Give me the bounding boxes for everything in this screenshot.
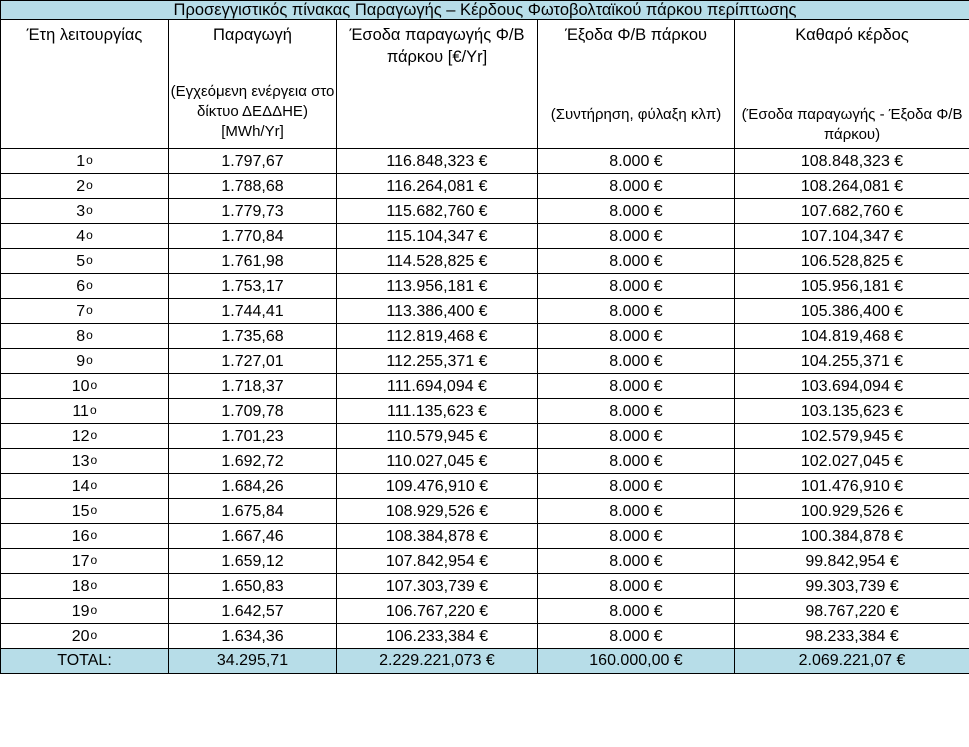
year-cell bbox=[1, 399, 169, 424]
expenses-cell: 8.000 € bbox=[538, 149, 735, 174]
table-title: Προσεγγιστικός πίνακας Παραγωγής – Κέρδους Φωτοβολταϊκού πάρκου περίπτωσης bbox=[1, 1, 969, 20]
revenue-cell: 107.303,739 € bbox=[337, 574, 538, 599]
revenue-cell: 108.929,526 € bbox=[337, 499, 538, 524]
expenses-cell: 8.000 € bbox=[538, 374, 735, 399]
table-row bbox=[1, 174, 969, 199]
year-cell bbox=[1, 199, 169, 224]
profit-cell: 104.819,468 € bbox=[735, 324, 969, 349]
profit-cell: 100.929,526 € bbox=[735, 499, 969, 524]
revenue-cell: 106.767,220 € bbox=[337, 599, 538, 624]
year-cell bbox=[1, 274, 169, 299]
header-row bbox=[1, 20, 969, 149]
ordinal-mark: ο bbox=[86, 303, 93, 317]
total-expenses: 160.000,00 € bbox=[538, 649, 735, 674]
year-cell bbox=[1, 424, 169, 449]
year-number: 13 bbox=[71, 453, 90, 470]
production-cell: 1.779,73 bbox=[169, 199, 337, 224]
table-row bbox=[1, 624, 969, 649]
revenue-cell: 110.027,045 € bbox=[337, 449, 538, 474]
profit-cell: 108.264,081 € bbox=[735, 174, 969, 199]
year-number: 18 bbox=[71, 578, 90, 595]
ordinal-mark: ο bbox=[90, 378, 98, 392]
revenue-cell: 116.848,323 € bbox=[337, 149, 538, 174]
header-revenue-label: Έσοδα παραγωγής Φ/Β πάρκου [€/Yr] bbox=[349, 26, 525, 66]
year-cell bbox=[1, 374, 169, 399]
header-production-label: Παραγωγή bbox=[213, 26, 292, 44]
production-cell: 1.650,83 bbox=[169, 574, 337, 599]
expenses-cell: 8.000 € bbox=[538, 224, 735, 249]
ordinal-mark: ο bbox=[86, 153, 93, 167]
expenses-cell: 8.000 € bbox=[538, 299, 735, 324]
table-row bbox=[1, 474, 969, 499]
revenue-cell: 110.579,945 € bbox=[337, 424, 538, 449]
profit-cell: 107.682,760 € bbox=[735, 199, 969, 224]
revenue-cell: 109.476,910 € bbox=[337, 474, 538, 499]
ordinal-mark: ο bbox=[90, 428, 98, 442]
revenue-cell: 113.386,400 € bbox=[337, 299, 538, 324]
header-production-sub: (Εγχεόμενη ενέργεια στο δίκτυο ΔΕΔΔΗΕ) [MWh/Yr] bbox=[170, 83, 335, 140]
production-cell: 1.753,17 bbox=[169, 274, 337, 299]
table-row bbox=[1, 274, 969, 299]
year-cell bbox=[1, 149, 169, 174]
year-number: 6 bbox=[76, 278, 86, 295]
year-cell bbox=[1, 324, 169, 349]
profit-cell: 102.027,045 € bbox=[735, 449, 969, 474]
total-profit: 2.069.221,07 € bbox=[735, 649, 969, 674]
year-cell bbox=[1, 249, 169, 274]
ordinal-mark: ο bbox=[86, 253, 93, 267]
production-cell: 1.684,26 bbox=[169, 474, 337, 499]
production-cell: 1.675,84 bbox=[169, 499, 337, 524]
revenue-cell: 111.694,094 € bbox=[337, 374, 538, 399]
year-number: 8 bbox=[76, 328, 86, 345]
ordinal-mark: ο bbox=[86, 228, 93, 242]
profit-cell: 100.384,878 € bbox=[735, 524, 969, 549]
ordinal-mark: ο bbox=[90, 503, 98, 517]
revenue-cell: 106.233,384 € bbox=[337, 624, 538, 649]
year-cell bbox=[1, 224, 169, 249]
expenses-cell: 8.000 € bbox=[538, 599, 735, 624]
table-row bbox=[1, 374, 969, 399]
year-number: 19 bbox=[71, 603, 90, 620]
production-cell: 1.761,98 bbox=[169, 249, 337, 274]
total-row bbox=[1, 649, 969, 674]
table-row bbox=[1, 224, 969, 249]
header-production bbox=[169, 20, 337, 149]
table-row bbox=[1, 249, 969, 274]
table-row bbox=[1, 574, 969, 599]
profit-cell: 107.104,347 € bbox=[735, 224, 969, 249]
table-row bbox=[1, 349, 969, 374]
year-cell bbox=[1, 349, 169, 374]
ordinal-mark: ο bbox=[90, 578, 98, 592]
revenue-cell: 111.135,623 € bbox=[337, 399, 538, 424]
table-row bbox=[1, 424, 969, 449]
production-cell: 1.667,46 bbox=[169, 524, 337, 549]
expenses-cell: 8.000 € bbox=[538, 524, 735, 549]
production-cell: 1.692,72 bbox=[169, 449, 337, 474]
profit-cell: 105.386,400 € bbox=[735, 299, 969, 324]
production-cell: 1.797,67 bbox=[169, 149, 337, 174]
profit-cell: 99.842,954 € bbox=[735, 549, 969, 574]
production-cell: 1.718,37 bbox=[169, 374, 337, 399]
revenue-cell: 115.682,760 € bbox=[337, 199, 538, 224]
profit-cell: 104.255,371 € bbox=[735, 349, 969, 374]
ordinal-mark: ο bbox=[86, 203, 93, 217]
year-number: 9 bbox=[76, 353, 86, 370]
revenue-cell: 114.528,825 € bbox=[337, 249, 538, 274]
production-cell: 1.735,68 bbox=[169, 324, 337, 349]
table-row bbox=[1, 324, 969, 349]
profit-cell: 103.694,094 € bbox=[735, 374, 969, 399]
table-row bbox=[1, 599, 969, 624]
year-number: 1 bbox=[76, 153, 86, 170]
production-cell: 1.788,68 bbox=[169, 174, 337, 199]
expenses-cell: 8.000 € bbox=[538, 624, 735, 649]
production-cell: 1.634,36 bbox=[169, 624, 337, 649]
ordinal-mark: ο bbox=[86, 328, 93, 342]
header-expenses bbox=[538, 20, 735, 149]
year-cell bbox=[1, 449, 169, 474]
ordinal-mark: ο bbox=[86, 278, 93, 292]
ordinal-mark: ο bbox=[90, 453, 98, 467]
expenses-cell: 8.000 € bbox=[538, 324, 735, 349]
year-number: 17 bbox=[71, 553, 90, 570]
revenue-cell: 112.819,468 € bbox=[337, 324, 538, 349]
year-number: 11 bbox=[72, 403, 89, 420]
year-cell bbox=[1, 299, 169, 324]
expenses-cell: 8.000 € bbox=[538, 349, 735, 374]
expenses-cell: 8.000 € bbox=[538, 449, 735, 474]
ordinal-mark: ο bbox=[86, 178, 93, 192]
header-years bbox=[1, 20, 169, 149]
expenses-cell: 8.000 € bbox=[538, 424, 735, 449]
year-cell bbox=[1, 499, 169, 524]
year-cell bbox=[1, 174, 169, 199]
expenses-cell: 8.000 € bbox=[538, 499, 735, 524]
profit-cell: 103.135,623 € bbox=[735, 399, 969, 424]
ordinal-mark: ο bbox=[90, 528, 98, 542]
profit-cell: 99.303,739 € bbox=[735, 574, 969, 599]
expenses-cell: 8.000 € bbox=[538, 174, 735, 199]
ordinal-mark: ο bbox=[90, 553, 98, 567]
expenses-cell: 8.000 € bbox=[538, 199, 735, 224]
year-cell bbox=[1, 524, 169, 549]
table-row bbox=[1, 199, 969, 224]
table-row bbox=[1, 499, 969, 524]
header-years-label: Έτη λειτουργίας bbox=[26, 26, 143, 44]
production-cell: 1.727,01 bbox=[169, 349, 337, 374]
production-cell: 1.642,57 bbox=[169, 599, 337, 624]
total-revenue: 2.229.221,073 € bbox=[337, 649, 538, 674]
profit-cell: 108.848,323 € bbox=[735, 149, 969, 174]
table-row bbox=[1, 524, 969, 549]
expenses-cell: 8.000 € bbox=[538, 549, 735, 574]
profit-cell: 102.579,945 € bbox=[735, 424, 969, 449]
year-number: 16 bbox=[71, 528, 90, 545]
year-number: 5 bbox=[76, 253, 86, 270]
expenses-cell: 8.000 € bbox=[538, 574, 735, 599]
year-number: 3 bbox=[76, 203, 86, 220]
expenses-cell: 8.000 € bbox=[538, 274, 735, 299]
revenue-cell: 116.264,081 € bbox=[337, 174, 538, 199]
year-cell bbox=[1, 474, 169, 499]
ordinal-mark: ο bbox=[90, 478, 98, 492]
revenue-cell: 115.104,347 € bbox=[337, 224, 538, 249]
revenue-cell: 107.842,954 € bbox=[337, 549, 538, 574]
total-production: 34.295,71 bbox=[169, 649, 337, 674]
table-row bbox=[1, 549, 969, 574]
table-row bbox=[1, 399, 969, 424]
profit-cell: 101.476,910 € bbox=[735, 474, 969, 499]
year-cell bbox=[1, 624, 169, 649]
profit-cell: 98.233,384 € bbox=[735, 624, 969, 649]
header-expenses-sub: (Συντήρηση, φύλαξη κλπ) bbox=[550, 106, 722, 123]
header-profit-sub: (Έσοδα παραγωγής - Έξοδα Φ/Β πάρκου) bbox=[741, 106, 963, 143]
expenses-cell: 8.000 € bbox=[538, 249, 735, 274]
ordinal-mark: ο bbox=[86, 353, 93, 367]
table-row bbox=[1, 149, 969, 174]
production-cell: 1.744,41 bbox=[169, 299, 337, 324]
profit-cell: 105.956,181 € bbox=[735, 274, 969, 299]
production-cell: 1.701,23 bbox=[169, 424, 337, 449]
expenses-cell: 8.000 € bbox=[538, 399, 735, 424]
year-cell bbox=[1, 549, 169, 574]
production-cell: 1.770,84 bbox=[169, 224, 337, 249]
ordinal-mark: ο bbox=[89, 403, 97, 417]
year-number: 14 bbox=[71, 478, 90, 495]
ordinal-mark: ο bbox=[90, 628, 98, 642]
expenses-cell: 8.000 € bbox=[538, 474, 735, 499]
header-expenses-label: Έξοδα Φ/Β πάρκου bbox=[564, 26, 708, 44]
revenue-cell: 108.384,878 € bbox=[337, 524, 538, 549]
profit-cell: 98.767,220 € bbox=[735, 599, 969, 624]
production-cell: 1.659,12 bbox=[169, 549, 337, 574]
production-cell: 1.709,78 bbox=[169, 399, 337, 424]
table-row bbox=[1, 299, 969, 324]
year-number: 10 bbox=[71, 378, 90, 395]
year-number: 7 bbox=[76, 303, 86, 320]
header-revenue bbox=[337, 20, 538, 149]
year-number: 20 bbox=[71, 628, 90, 645]
title-row bbox=[1, 1, 969, 20]
ordinal-mark: ο bbox=[90, 603, 98, 617]
revenue-cell: 112.255,371 € bbox=[337, 349, 538, 374]
year-number: 12 bbox=[71, 428, 90, 445]
header-profit-label: Καθαρό κέρδος bbox=[795, 26, 909, 44]
year-cell bbox=[1, 574, 169, 599]
year-number: 4 bbox=[76, 228, 86, 245]
profit-cell: 106.528,825 € bbox=[735, 249, 969, 274]
revenue-cell: 113.956,181 € bbox=[337, 274, 538, 299]
year-number: 15 bbox=[71, 503, 90, 520]
year-number: 2 bbox=[76, 178, 86, 195]
total-label: TOTAL: bbox=[1, 649, 169, 674]
header-profit bbox=[735, 20, 969, 149]
table-row bbox=[1, 449, 969, 474]
year-cell bbox=[1, 599, 169, 624]
